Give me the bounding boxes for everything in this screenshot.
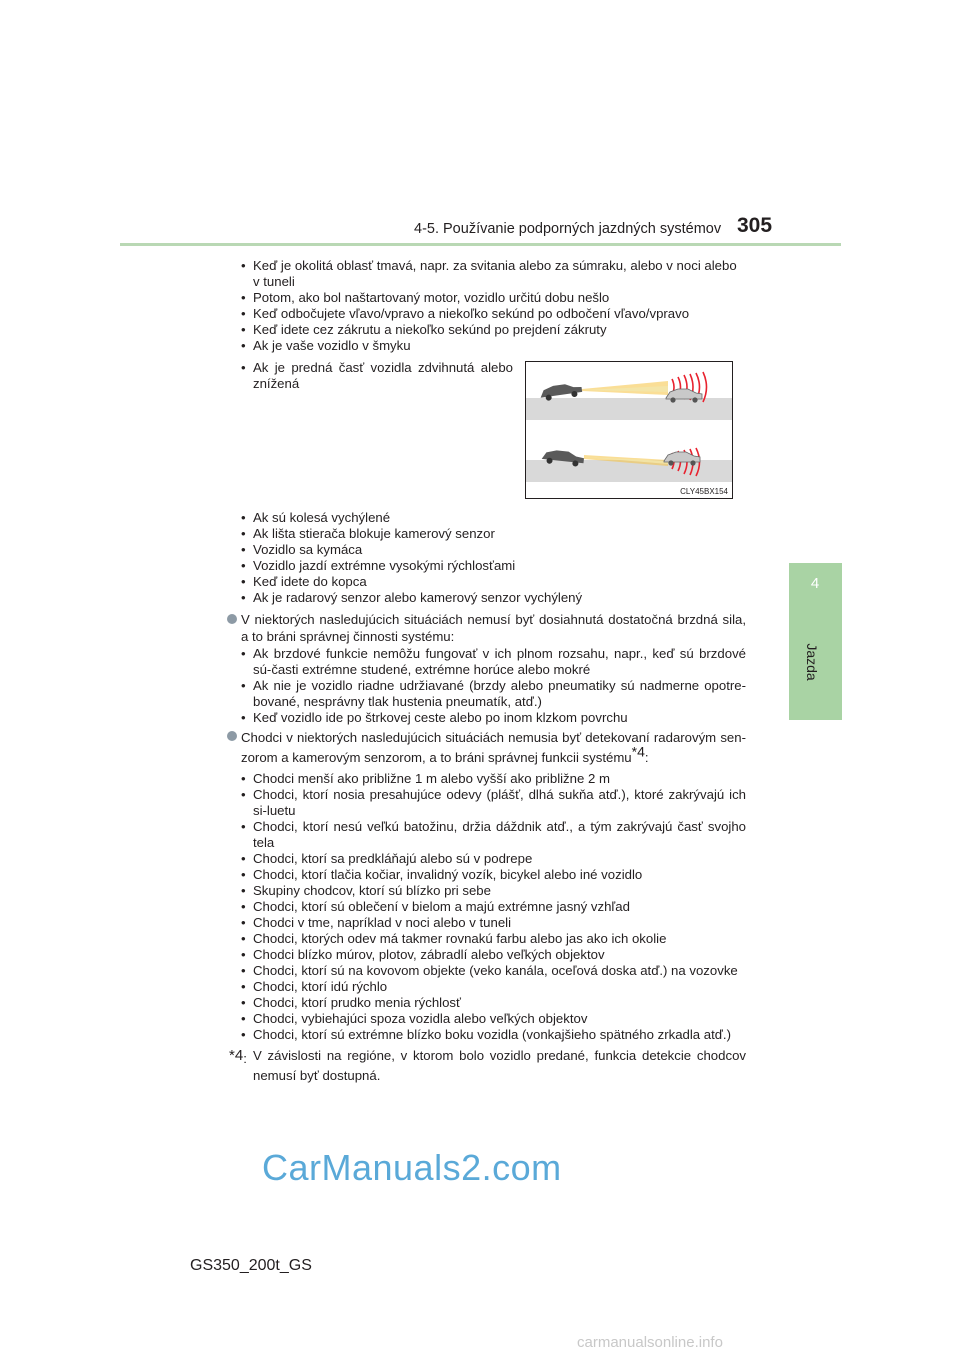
list-item: • Keď je okolitá oblasť tmavá, napr. za svitania alebo za súmraku, alebo v noci alebo v tuneli	[241, 258, 746, 290]
figure-condition	[241, 360, 513, 392]
list-item: • Chodci, vybiehajúci spoza vozidla alebo veľkých objektov	[241, 1011, 746, 1027]
footnote-text: V závislosti na regióne, v ktorom bolo vozidlo predané, funkcia detekcie chodcov nemusí byť dostupná.	[253, 1048, 746, 1083]
paragraph-text: Chodci v niektorých nasledujúcich situáciách nemusia byť detekovaní radarovým sen-zorom a kamerovým senzorom, a to bráni správnej funkcii systému	[241, 730, 746, 765]
pedestrian-conditions-list	[241, 771, 746, 1043]
bullet-circle-icon	[227, 731, 237, 741]
list-item: • Ak brzdové funkcie nemôžu fungovať v ich plnom rozsahu, napr., keď sú brzdové sú-časti extrémne studené, extrémne horúce alebo mokré	[241, 646, 746, 678]
list-item: • Ak lišta stierača blokuje kamerový senzor	[241, 526, 746, 542]
list-item: • Chodci, ktorí sú na kovovom objekte (veko kanála, oceľová doska atď.) na vozovke	[241, 963, 746, 979]
header-divider	[120, 243, 841, 246]
page-number: 305	[737, 214, 773, 237]
chapter-number: 4	[810, 575, 820, 592]
list-item: • Ak je vaše vozidlo v šmyku	[241, 338, 746, 354]
list-item: • Ak nie je vozidlo riadne udržiavané (brzdy alebo pneumatiky sú nadmerne opotre-bované, nesprávny tlak hustenia pneumatík, atď.)	[241, 678, 746, 710]
list-item: • Chodci, ktorí prudko menia rýchlosť	[241, 995, 746, 1011]
footnote: *4: V závislosti na regióne, v ktorom bolo vozidlo predané, funkcia detekcie chodcov nemusí byť dostupná.	[229, 1046, 746, 1086]
list-item: • Ak sú kolesá vychýlené	[241, 510, 746, 526]
list-item: • Chodci, ktorí idú rýchlo	[241, 979, 746, 995]
list-item: • Ak je predná časť vozidla zdvihnutá alebo znížená	[241, 360, 513, 392]
paragraph-text: V niektorých nasledujúcich situáciách nemusí byť dosiahnutá dostatočná brzdná sila, a to bráni správnej činnosti systému:	[241, 612, 746, 644]
site-watermark: carmanualsonline.info	[577, 1334, 723, 1351]
bullet-circle-icon	[227, 614, 237, 624]
figure-code: CLY45BX154	[680, 487, 728, 496]
paragraph-tail: :	[644, 750, 649, 765]
list-item: • Chodci v tme, napríklad v noci alebo v tuneli	[241, 915, 746, 931]
list-item: • Keď vozidlo ide po štrkovej ceste alebo po inom klzkom povrchu	[241, 710, 746, 726]
list-item: • Skupiny chodcov, ktorí sú blízko pri sebe	[241, 883, 746, 899]
list-item: • Keď idete do kopca	[241, 574, 746, 590]
list-item: • Ak je radarový senzor alebo kamerový senzor vychýlený	[241, 590, 746, 606]
list-item: • Keď odbočujete vľavo/vpravo a niekoľko sekúnd po odbočení vľavo/vpravo	[241, 306, 746, 322]
model-code: GS350_200t_GS	[190, 1257, 312, 1274]
road-band-upper	[526, 398, 732, 420]
list-item: • Chodci menší ako približne 1 m alebo vyšší ako približne 2 m	[241, 771, 746, 787]
list-item: • Chodci blízko múrov, plotov, zábradlí alebo veľkých objektov	[241, 947, 746, 963]
road-band-lower	[526, 460, 732, 482]
list-item: • Chodci, ktorí sú extrémne blízko boku vozidla (vonkajšieho spätného zrkadla atď.)	[241, 1027, 746, 1043]
chapter-label-text: Jazda	[804, 643, 820, 681]
conditions-list-continued	[241, 510, 746, 606]
list-item: • Vozidlo jazdí extrémne vysokými rýchlosťami	[241, 558, 746, 574]
pedestrian-detection-paragraph	[241, 728, 746, 768]
list-item: • Chodci, ktorí tlačia kočiar, invalidný vozík, bicykel alebo iné vozidlo	[241, 867, 746, 883]
list-item: • Chodci, ktorí sa predkláňajú alebo sú v podrepe	[241, 851, 746, 867]
illustration-svg	[526, 362, 732, 498]
braking-force-paragraph	[241, 611, 746, 645]
list-item: • Vozidlo sa kymáca	[241, 542, 746, 558]
list-item: • Potom, ako bol naštartovaný motor, vozidlo určitú dobu nešlo	[241, 290, 746, 306]
section-title: 4-5. Používanie podporných jazdných systémov	[414, 221, 722, 237]
list-item: • Chodci, ktorí sú oblečení v bielom a majú extrémne jasný vzhľad	[241, 899, 746, 915]
braking-conditions-list	[241, 646, 746, 726]
list-item: • Chodci, ktorých odev má takmer rovnakú farbu alebo jas ako ich okolie	[241, 931, 746, 947]
footnote-mark: *4	[229, 1047, 244, 1064]
list-item: • Keď idete cez zákrutu a niekoľko sekúnd po prejdení zákruty	[241, 322, 746, 338]
tilted-vehicle-illustration	[525, 361, 733, 499]
list-item: • Chodci, ktorí nesú veľkú batožinu, držia dáždnik atď., a tým zakrývajú časť svojho tela	[241, 819, 746, 851]
chapter-label	[802, 632, 822, 692]
watermark: CarManuals2.com	[262, 1147, 562, 1188]
conditions-list	[241, 258, 746, 354]
list-item: • Chodci, ktorí nosia presahujúce odevy (plášť, dlhá sukňa atď.), ktoré zakrývajú ich si-luetu	[241, 787, 746, 819]
footnote-ref: *4	[631, 743, 645, 760]
